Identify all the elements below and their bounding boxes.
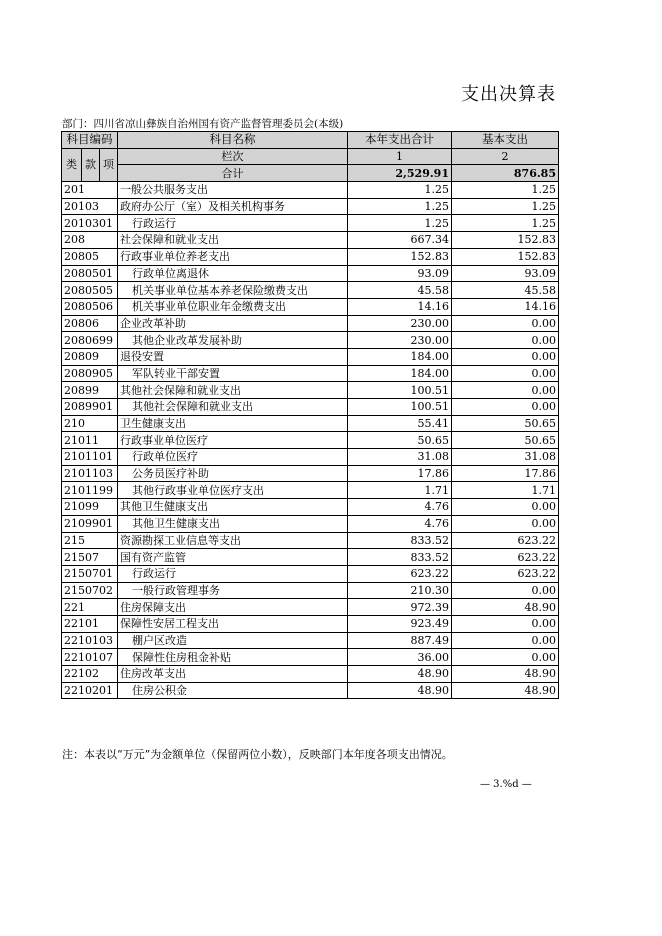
page-number: — 3.%d —	[480, 779, 532, 790]
row-basic: 31.08	[452, 449, 559, 466]
table-row	[62, 499, 559, 516]
row-basic: 45.58	[452, 282, 559, 299]
row-basic: 1.25	[452, 198, 559, 215]
table-row	[62, 565, 559, 582]
row-total: 31.08	[348, 449, 452, 466]
table-row	[62, 666, 559, 683]
row-basic: 48.90	[452, 682, 559, 699]
row-name: 其他企业改革发展补助	[118, 332, 348, 349]
row-basic: 0.00	[452, 582, 559, 599]
row-total: 152.83	[348, 248, 452, 265]
row-code: 2080506	[62, 298, 118, 315]
row-basic: 0.00	[452, 615, 559, 632]
table-row	[62, 315, 559, 332]
table-row	[62, 248, 559, 265]
row-basic: 0.00	[452, 649, 559, 666]
row-name: 卫生健康支出	[118, 415, 348, 432]
table-row	[62, 532, 559, 549]
row-code: 2101103	[62, 465, 118, 482]
header-lei: 类	[62, 148, 82, 181]
row-basic: 48.90	[452, 666, 559, 683]
row-code: 210	[62, 415, 118, 432]
row-total: 55.41	[348, 415, 452, 432]
row-name: 住房改革支出	[118, 666, 348, 683]
header-name: 科目名称	[118, 132, 348, 149]
row-code: 2210201	[62, 682, 118, 699]
row-basic: 1.71	[452, 482, 559, 499]
table-row	[62, 515, 559, 532]
row-total: 93.09	[348, 265, 452, 282]
row-basic: 0.00	[452, 365, 559, 382]
row-name: 保障性住房租金补贴	[118, 649, 348, 666]
row-total: 1.25	[348, 182, 452, 199]
row-total: 48.90	[348, 666, 452, 683]
row-basic: 17.86	[452, 465, 559, 482]
row-code: 2101199	[62, 482, 118, 499]
row-name: 其他社会保障和就业支出	[118, 399, 348, 416]
row-total: 230.00	[348, 315, 452, 332]
row-basic: 48.90	[452, 599, 559, 616]
row-name: 机关事业单位职业年金缴费支出	[118, 298, 348, 315]
column-2-index: 2	[452, 148, 559, 165]
row-code: 2080505	[62, 282, 118, 299]
table-row	[62, 198, 559, 215]
table-row	[62, 182, 559, 199]
row-basic: 1.25	[452, 182, 559, 199]
row-total: 50.65	[348, 432, 452, 449]
row-name: 一般行政管理事务	[118, 582, 348, 599]
row-code: 2101101	[62, 449, 118, 466]
row-total: 1.71	[348, 482, 452, 499]
row-basic: 93.09	[452, 265, 559, 282]
row-code: 2109901	[62, 515, 118, 532]
row-code: 21011	[62, 432, 118, 449]
table-row	[62, 465, 559, 482]
row-code: 2010301	[62, 215, 118, 232]
row-code: 2080905	[62, 365, 118, 382]
table-row	[62, 232, 559, 249]
row-total: 1.25	[348, 198, 452, 215]
row-total: 210.30	[348, 582, 452, 599]
row-code: 22102	[62, 666, 118, 683]
row-code: 2210103	[62, 632, 118, 649]
row-name: 保障性安居工程支出	[118, 615, 348, 632]
row-name: 行政单位医疗	[118, 449, 348, 466]
row-total: 14.16	[348, 298, 452, 315]
row-name: 行政事业单位医疗	[118, 432, 348, 449]
row-code: 208	[62, 232, 118, 249]
row-name: 行政运行	[118, 565, 348, 582]
total-amount: 2,529.91	[348, 165, 452, 182]
row-name: 行政运行	[118, 215, 348, 232]
table-row	[62, 348, 559, 365]
row-code: 201	[62, 182, 118, 199]
row-basic: 1.25	[452, 215, 559, 232]
row-name: 国有资产监管	[118, 549, 348, 566]
row-basic: 0.00	[452, 348, 559, 365]
row-basic: 50.65	[452, 415, 559, 432]
expenditure-table	[61, 131, 559, 699]
table-header-row	[62, 132, 559, 149]
row-code: 20899	[62, 382, 118, 399]
table-row	[62, 298, 559, 315]
header-xiang: 项	[100, 148, 118, 181]
row-name: 行政事业单位养老支出	[118, 248, 348, 265]
row-total: 36.00	[348, 649, 452, 666]
header-total: 本年支出合计	[348, 132, 452, 149]
row-code: 21099	[62, 499, 118, 516]
row-code: 20806	[62, 315, 118, 332]
row-name: 公务员医疗补助	[118, 465, 348, 482]
row-basic: 0.00	[452, 632, 559, 649]
row-total: 972.39	[348, 599, 452, 616]
table-row	[62, 365, 559, 382]
table-row	[62, 215, 559, 232]
table-row	[62, 615, 559, 632]
table-row	[62, 382, 559, 399]
row-total: 667.34	[348, 232, 452, 249]
row-name: 其他社会保障和就业支出	[118, 382, 348, 399]
row-total: 100.51	[348, 382, 452, 399]
department-label: 部门：四川省凉山彝族自治州国有资产监督管理委员会(本级)	[62, 118, 344, 130]
row-total: 623.22	[348, 565, 452, 582]
total-basic: 876.85	[452, 165, 559, 182]
row-basic: 0.00	[452, 499, 559, 516]
row-total: 17.86	[348, 465, 452, 482]
row-name: 其他行政事业单位医疗支出	[118, 482, 348, 499]
row-code: 221	[62, 599, 118, 616]
row-total: 48.90	[348, 682, 452, 699]
row-basic: 152.83	[452, 232, 559, 249]
row-name: 其他卫生健康支出	[118, 515, 348, 532]
row-name: 一般公共服务支出	[118, 182, 348, 199]
column-1-index: 1	[348, 148, 452, 165]
table-row	[62, 265, 559, 282]
header-kuan: 款	[82, 148, 100, 181]
row-basic: 0.00	[452, 515, 559, 532]
header-code: 科目编码	[62, 132, 118, 149]
row-code: 2150702	[62, 582, 118, 599]
row-name: 社会保障和就业支出	[118, 232, 348, 249]
table-row	[62, 432, 559, 449]
header-basic: 基本支出	[452, 132, 559, 149]
row-name: 资源勘探工业信息等支出	[118, 532, 348, 549]
header-lanci: 栏次	[118, 148, 348, 165]
table-row	[62, 582, 559, 599]
page-title: 支出决算表	[461, 84, 556, 105]
table-row	[62, 282, 559, 299]
row-basic: 0.00	[452, 382, 559, 399]
row-total: 4.76	[348, 515, 452, 532]
row-total: 100.51	[348, 399, 452, 416]
row-basic: 14.16	[452, 298, 559, 315]
row-name: 退役安置	[118, 348, 348, 365]
row-total: 230.00	[348, 332, 452, 349]
table-row	[62, 449, 559, 466]
table-row	[62, 599, 559, 616]
row-name: 棚户区改造	[118, 632, 348, 649]
row-code: 2089901	[62, 399, 118, 416]
row-total: 833.52	[348, 549, 452, 566]
row-code: 2210107	[62, 649, 118, 666]
row-name: 机关事业单位基本养老保险缴费支出	[118, 282, 348, 299]
row-code: 22101	[62, 615, 118, 632]
row-total: 833.52	[348, 532, 452, 549]
row-code: 215	[62, 532, 118, 549]
row-total: 923.49	[348, 615, 452, 632]
row-code: 2150701	[62, 565, 118, 582]
row-name: 企业改革补助	[118, 315, 348, 332]
table-row	[62, 549, 559, 566]
row-name: 其他卫生健康支出	[118, 499, 348, 516]
row-basic: 0.00	[452, 332, 559, 349]
table-row	[62, 332, 559, 349]
row-basic: 623.22	[452, 532, 559, 549]
row-total: 4.76	[348, 499, 452, 516]
table-row	[62, 632, 559, 649]
row-basic: 152.83	[452, 248, 559, 265]
table-row	[62, 649, 559, 666]
row-code: 2080501	[62, 265, 118, 282]
row-basic: 623.22	[452, 549, 559, 566]
table-row	[62, 482, 559, 499]
row-code: 20809	[62, 348, 118, 365]
row-name: 行政单位离退休	[118, 265, 348, 282]
total-row	[62, 165, 559, 182]
row-code: 21507	[62, 549, 118, 566]
footnote: 注：本表以“万元”为金额单位（保留两位小数），反映部门本年度各项支出情况。	[62, 748, 453, 761]
table-row	[62, 682, 559, 699]
row-total: 45.58	[348, 282, 452, 299]
row-total: 1.25	[348, 215, 452, 232]
row-total: 184.00	[348, 348, 452, 365]
row-code: 2080699	[62, 332, 118, 349]
row-code: 20805	[62, 248, 118, 265]
row-name: 住房保障支出	[118, 599, 348, 616]
row-basic: 0.00	[452, 315, 559, 332]
row-basic: 50.65	[452, 432, 559, 449]
table-row	[62, 399, 559, 416]
table-row	[62, 415, 559, 432]
total-label: 合计	[118, 165, 348, 182]
row-name: 军队转业干部安置	[118, 365, 348, 382]
row-basic: 623.22	[452, 565, 559, 582]
row-total: 184.00	[348, 365, 452, 382]
column-index-row	[62, 148, 559, 165]
row-code: 20103	[62, 198, 118, 215]
row-basic: 0.00	[452, 399, 559, 416]
row-total: 887.49	[348, 632, 452, 649]
row-name: 住房公积金	[118, 682, 348, 699]
row-name: 政府办公厅（室）及相关机构事务	[118, 198, 348, 215]
